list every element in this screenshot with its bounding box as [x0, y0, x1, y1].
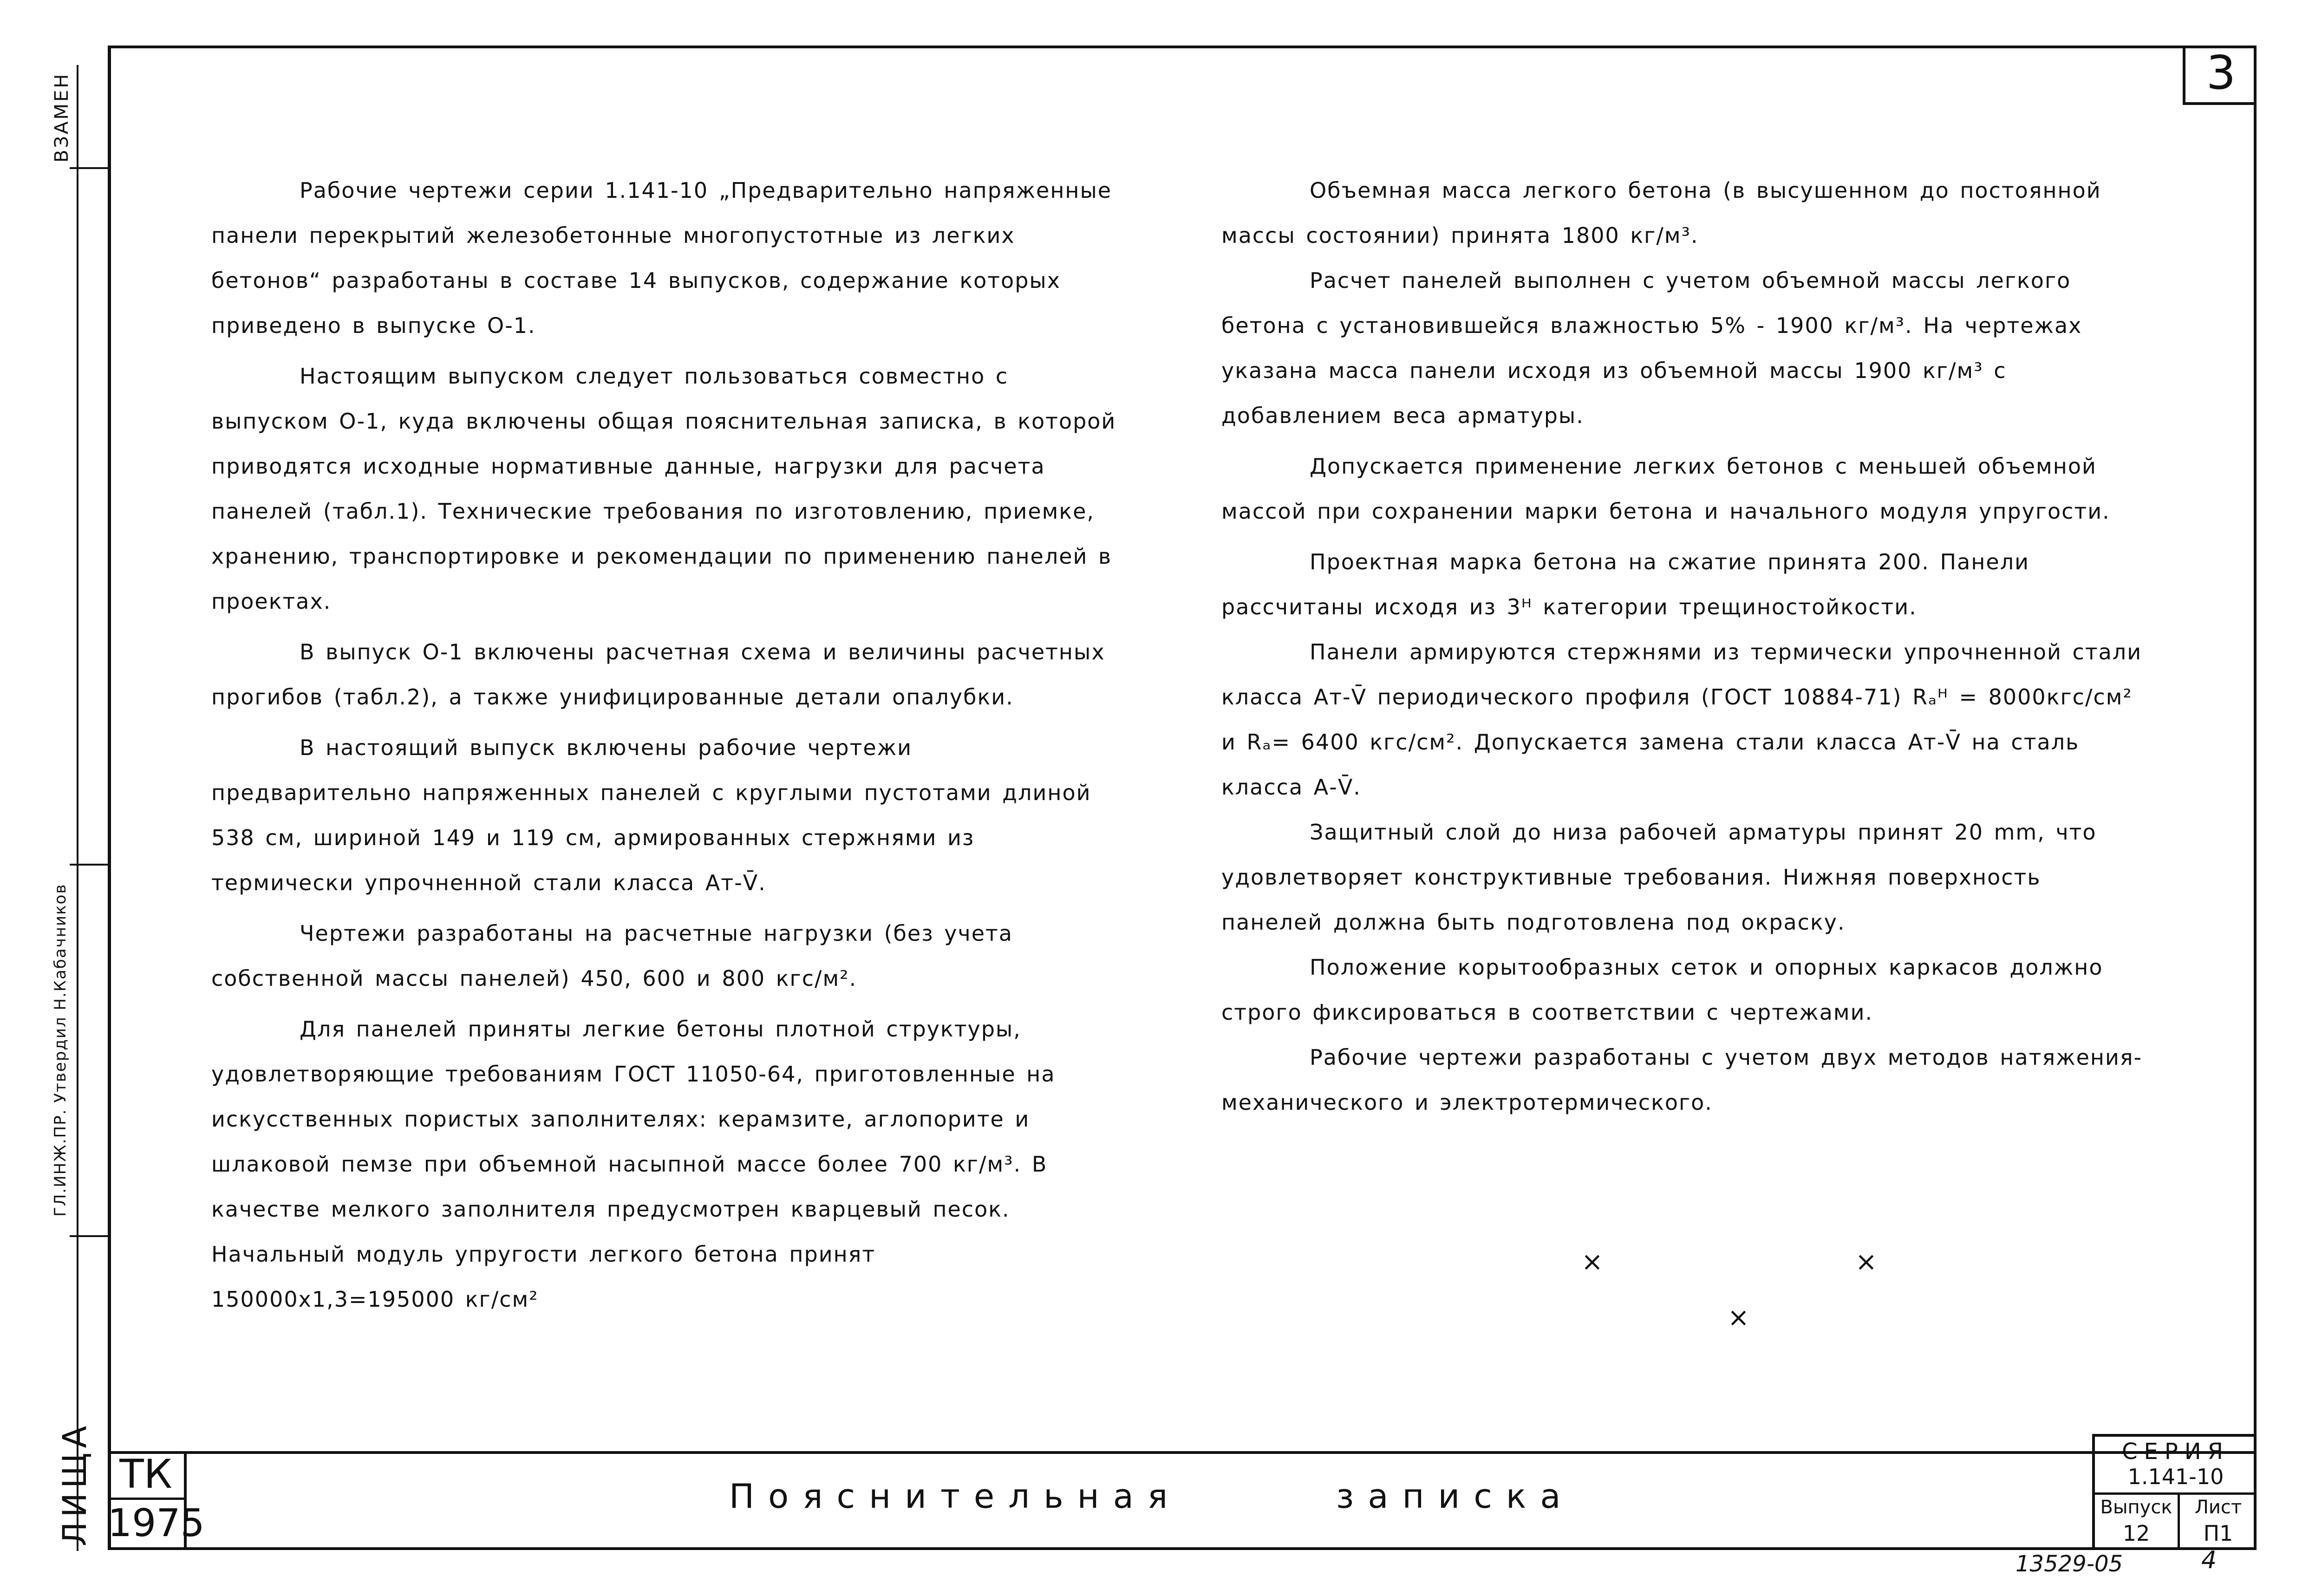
cross-mark: ×: [1728, 1303, 1749, 1333]
paragraph: В выпуск О-1 включены расчетная схема и величины расчетных прогибов (табл.2), а также унифицированные детали опалубки.: [211, 639, 1105, 710]
margin-tick: [70, 1235, 108, 1237]
paragraph: Рабочие чертежи разработаны с учетом двух методов натяжения- механического и электротермического.: [1221, 1045, 2143, 1115]
series-label: СЕРИЯ: [2121, 1439, 2230, 1465]
org-stamp: [108, 1451, 205, 1550]
paragraph: В настоящий выпуск включены рабочие чертежи предварительно напряженных панелей с круглыми пустотами длиной 538 см, шириной 149 и 119 см, армированных стержнями из термически упрочненной стали класса Ат-V̄.: [211, 735, 1091, 895]
paragraph: Чертежи разработаны на расчетные нагрузки (без учета собственной массы панелей) 450, 600 и 800 кгс/м².: [211, 921, 1013, 991]
paragraph: Защитный слой до низа рабочей арматуры принят 20 mm, что удовлетворяет конструктивные требования. Нижняя поверхность панелей должна быть подготовлена под окраску.: [1221, 820, 2097, 935]
archive-code: 13529-05: [2015, 1551, 2123, 1577]
paragraph: Настоящим выпуском следует пользоваться совместно с выпуском О-1, куда включены общая пояснительная записка, в которой приводятся исходные нормативные данные, нагрузки для расчета панелей (табл.1). Технические требования по изготовлению, приемке, хранению, транспортировке и рекомендации по применению панелей в проектах.: [211, 364, 1116, 614]
cross-mark: ×: [1855, 1247, 1877, 1277]
sheet-label: Лист: [2194, 1497, 2242, 1518]
archive-page-number: 4: [2201, 1546, 2217, 1574]
stamp-year: 1975: [108, 1501, 205, 1545]
cross-mark: ×: [1581, 1247, 1603, 1277]
series-divider: [2095, 1492, 2257, 1495]
paragraph: Расчет панелей выполнен с учетом объемной массы легкого бетона с установившейся влажностью 5% - 1900 кг/м³. На чертежах указана масса панели исходя из объемной массы 1900 кг/м³ с добавлением веса арматуры.: [1221, 268, 2082, 428]
paragraph: Для панелей приняты легкие бетоны плотной структуры, удовлетворяющие требованиям ГОСТ 11050-64, приготовленные на искусственных пористых заполнителях: керамзите, аглопорите и шлаковой пемзе при объемной насыпной массе более 700 кг/м³. В качестве мелкого заполнителя предусмотрен кварцевый песок. Начальный модуль упругости легкого бетона принят 150000х1,3=195000 кг/см²: [211, 1016, 1056, 1312]
paragraph: Рабочие чертежи серии 1.141-10 „Предварительно напряженные панели перекрытий железобетонные многопустотные из легких бетонов“ разработаны в составе 14 выпусков, содержание которых приведено в выпуске О-1.: [211, 178, 1112, 338]
paragraph: Положение корытообразных сеток и опорных каркасов должно строго фиксироваться в соответствии с чертежами.: [1221, 955, 2103, 1025]
series-value: 1.141-10: [2127, 1464, 2224, 1489]
paragraph: Панели армируются стержнями из термически упрочненной стали класса Ат-V̄ периодического профиля (ГОСТ 10884-71) Rₐᴴ = 8000кгс/см² и Rₐ= 6400 кгс/см². Допускается замена стали класса Ат-V̄ на сталь класса А-V̄.: [1221, 639, 2142, 800]
paragraph: Проектная марка бетона на сжатие принята 200. Панели рассчитаны исходя из 3ᴴ категории трещиностойкости.: [1221, 549, 2029, 619]
right-text-column: [1221, 168, 2150, 1125]
sheet-value: П1: [2203, 1521, 2233, 1546]
margin-tick: [70, 864, 108, 866]
margin-rule: [77, 65, 78, 1551]
org-code: ТК: [108, 1451, 184, 1500]
document-title: Пояснительная записка: [729, 1477, 1575, 1516]
sheet-number: 3: [2183, 46, 2257, 105]
margin-tick: [70, 167, 108, 169]
left-text-column: [211, 168, 1122, 1322]
issue-label: Выпуск: [2100, 1497, 2172, 1518]
series-block: [2092, 1434, 2257, 1550]
paragraph: Объемная масса легкого бетона (в высушенном до постоянной массы состоянии) принята 1800 кг/м³.: [1221, 178, 2101, 248]
margin-signature-label: ГЛ.ИНЖ.ПР. Утвердил Н.Кабачников: [51, 883, 70, 1217]
paragraph: Допускается применение легких бетонов с меньшей объемной массой при сохранении марки бетона и начального модуля упругости.: [1221, 454, 2110, 524]
stamp-divider: [108, 1451, 2257, 1454]
margin-top-label: ВЗАМЕН: [51, 72, 72, 163]
issue-value: 12: [2122, 1521, 2150, 1546]
margin-bottom-label: ЛИЩА: [56, 1421, 94, 1546]
